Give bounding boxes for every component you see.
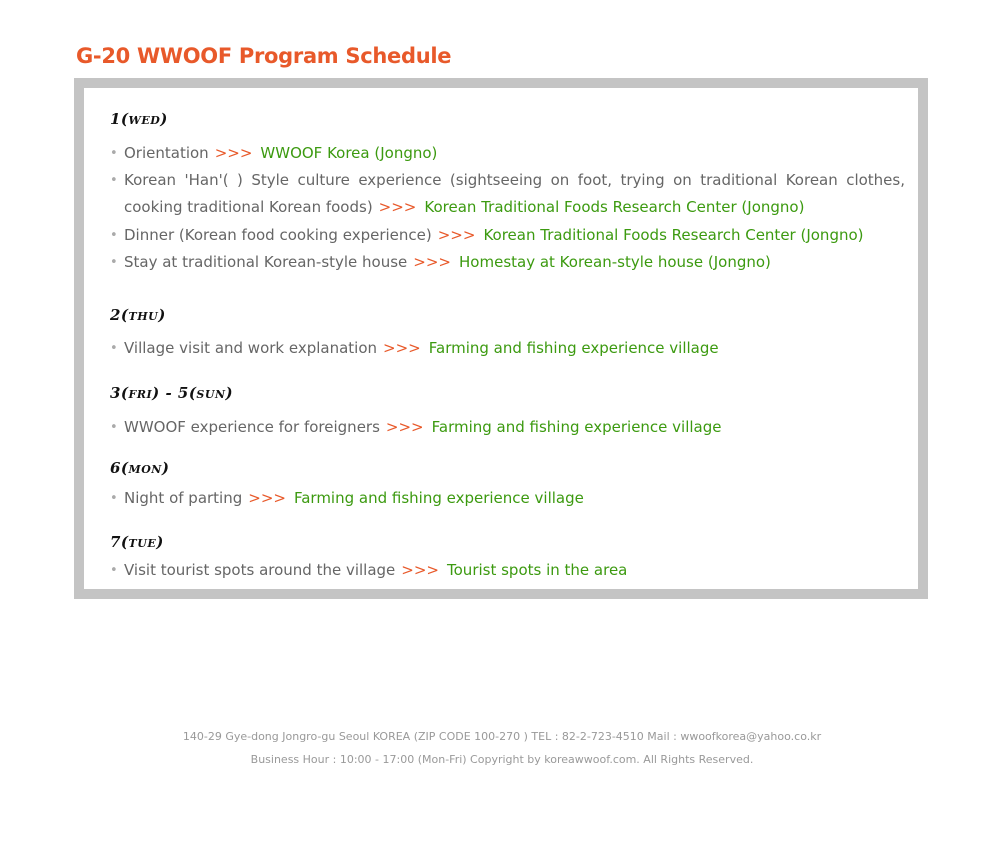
location-text: Korean Traditional Foods Research Center (Jongno) xyxy=(424,198,805,216)
schedule-item xyxy=(110,485,905,512)
arrow-marker: >>> xyxy=(378,198,417,216)
schedule-panel xyxy=(74,78,928,599)
schedule-item xyxy=(110,222,905,249)
schedule-item xyxy=(110,167,905,221)
bullet-icon: • xyxy=(110,563,118,578)
bullet-icon: • xyxy=(110,173,118,188)
location-text: Farming and fishing experience village xyxy=(431,418,722,436)
bullet-icon: • xyxy=(110,255,118,270)
activity-text: WWOOF experience for foreigners xyxy=(124,418,380,436)
arrow-marker: >>> xyxy=(437,226,476,244)
arrow-marker: >>> xyxy=(385,418,424,436)
activity-text: Visit tourist spots around the village xyxy=(124,561,396,579)
day-heading: 6(mon) xyxy=(110,459,170,477)
day-heading: 2(thu) xyxy=(110,306,166,324)
schedule-item xyxy=(110,557,905,584)
activity-text: Night of parting xyxy=(124,489,243,507)
day-heading: 1(wed) xyxy=(110,110,168,128)
footer-copyright: Business Hour : 10:00 - 17:00 (Mon-Fri) Copyright by koreawwoof.com. All Rights Reserved. xyxy=(250,753,754,766)
activity-text: Korean 'Han'( ) Style culture experience (sightseeing on foot, trying on traditional Korean clothes, cooking traditional Korean foods) xyxy=(124,171,905,216)
bullet-icon: • xyxy=(110,228,118,243)
arrow-marker: >>> xyxy=(383,339,421,357)
bullet-icon: • xyxy=(110,491,118,506)
activity-text: Orientation xyxy=(124,144,209,162)
activity-text: Dinner (Korean food cooking experience) xyxy=(124,226,432,244)
location-text: Korean Traditional Foods Research Center (Jongno) xyxy=(483,226,864,244)
arrow-marker: >>> xyxy=(248,489,286,507)
location-text: Homestay at Korean-style house (Jongno) xyxy=(459,253,771,271)
activity-text: Village visit and work explanation xyxy=(124,339,378,357)
day-heading: 3(fri) - 5(sun) xyxy=(110,384,234,402)
arrow-marker: >>> xyxy=(401,561,440,579)
bullet-icon: • xyxy=(110,420,118,435)
day-heading: 7(tue) xyxy=(110,533,164,551)
schedule-item xyxy=(110,335,905,362)
location-text: Farming and fishing experience village xyxy=(428,339,719,357)
location-text: Tourist spots in the area xyxy=(447,561,628,579)
bullet-icon: • xyxy=(110,341,118,356)
bullet-icon: • xyxy=(110,146,118,161)
activity-text: Stay at traditional Korean-style house xyxy=(124,253,408,271)
location-text: Farming and fishing experience village xyxy=(293,489,584,507)
arrow-marker: >>> xyxy=(214,144,253,162)
schedule-item xyxy=(110,140,905,167)
page-title: G-20 WWOOF Program Schedule xyxy=(76,44,452,68)
location-text: WWOOF Korea (Jongno) xyxy=(260,144,438,162)
schedule-item xyxy=(110,414,905,441)
footer-contact: 140-29 Gye-dong Jongro-gu Seoul KOREA (ZIP CODE 100-270 ) TEL : 82-2-723-4510 Mail : wwoofkorea@yahoo.co.kr xyxy=(182,730,822,743)
schedule-item xyxy=(110,249,905,276)
arrow-marker: >>> xyxy=(413,253,452,271)
